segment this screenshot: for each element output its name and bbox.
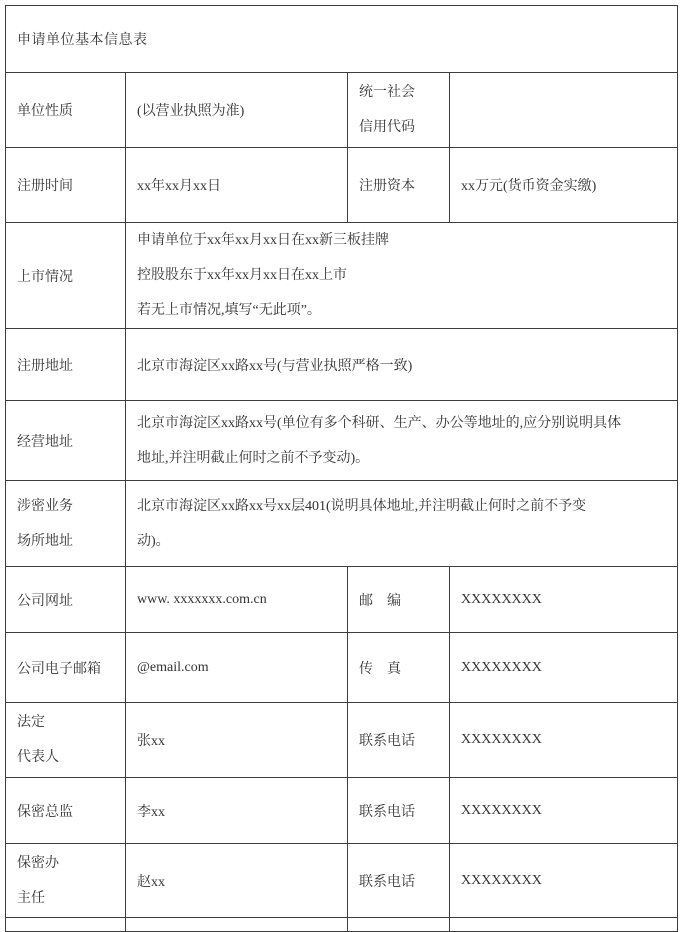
secret-addr-value [126, 481, 678, 567]
reg-time-value: xx年xx月xx日 [126, 148, 348, 223]
secrecy-office-head-label-line2: 主任 [17, 890, 45, 906]
fax-label: 传 真 [348, 633, 450, 703]
credit-code-value [450, 73, 678, 148]
listing-line1: 申请单位于xx年xx月xx日在xx新三板挂牌 [137, 233, 389, 248]
website-label: 公司网址 [6, 567, 126, 633]
secrecy-director-label: 保密总监 [6, 778, 126, 844]
reg-addr-value: 北京市海淀区xx路xx号(与营业执照严格一致) [126, 329, 678, 401]
stub-cell-4 [450, 918, 678, 932]
row-biz-addr [6, 401, 678, 481]
biz-addr-label: 经营地址 [6, 401, 126, 481]
legal-rep-label [6, 703, 126, 778]
legal-rep-value: 张xx [126, 703, 348, 778]
form-title: 申请单位基本信息表 [6, 6, 678, 73]
row-website [6, 567, 678, 633]
biz-addr-line1: 北京市海淀区xx路xx号(单位有多个科研、生产、办公等地址的,应分别说明具体 [137, 415, 622, 431]
listing-line3: 若无上市情况,填写“无此项”。 [137, 303, 321, 318]
secrecy-director-phone-value: XXXXXXXX [450, 778, 678, 844]
biz-addr-value [126, 401, 678, 481]
secrecy-office-head-label [6, 844, 126, 918]
credit-code-label-line2: 信用代码 [359, 120, 415, 135]
row-cutoff-stub [6, 918, 678, 932]
listing-line2: 控股股东于xx年xx月xx日在xx上市 [137, 268, 347, 283]
legal-rep-label-line1: 法定 [17, 715, 45, 730]
fax-value: XXXXXXXX [450, 633, 678, 703]
listing-value [126, 223, 678, 329]
unit-nature-label: 单位性质 [6, 73, 126, 148]
row-email [6, 633, 678, 703]
form-sheet [5, 5, 678, 932]
stub-cell-3 [348, 918, 450, 932]
title-row [6, 6, 678, 73]
stub-cell-2 [126, 918, 348, 932]
reg-capital-label: 注册资本 [348, 148, 450, 223]
postcode-value: XXXXXXXX [450, 567, 678, 633]
email-value: @email.com [126, 633, 348, 703]
listing-label: 上市情况 [6, 223, 126, 329]
legal-rep-label-line2: 代表人 [17, 750, 59, 765]
secrecy-office-head-phone-value: XXXXXXXX [450, 844, 678, 918]
row-unit-nature [6, 73, 678, 148]
secrecy-director-value: 李xx [126, 778, 348, 844]
reg-time-label: 注册时间 [6, 148, 126, 223]
reg-capital-value: xx万元(货币资金实缴) [450, 148, 678, 223]
postcode-label: 邮 编 [348, 567, 450, 633]
secrecy-office-head-label-line1: 保密办 [17, 855, 59, 871]
secrecy-office-head-value: 赵xx [126, 844, 348, 918]
secret-addr-line2: 动)。 [137, 533, 170, 549]
row-legal-rep [6, 703, 678, 778]
row-listing [6, 223, 678, 329]
row-secrecy-office-head [6, 844, 678, 918]
legal-rep-phone-label: 联系电话 [348, 703, 450, 778]
secret-addr-label-line1: 涉密业务 [17, 498, 73, 514]
row-reg-time [6, 148, 678, 223]
credit-code-label-line1: 统一社会 [359, 85, 415, 100]
stub-cell-1 [6, 918, 126, 932]
secret-addr-label-line2: 场所地址 [17, 533, 73, 549]
secret-addr-line1: 北京市海淀区xx路xx号xx层401(说明具体地址,并注明截止何时之前不予变 [137, 498, 587, 514]
secret-addr-label [6, 481, 126, 567]
secrecy-director-phone-label: 联系电话 [348, 778, 450, 844]
row-secrecy-director [6, 778, 678, 844]
row-secret-addr [6, 481, 678, 567]
basic-info-table [5, 5, 678, 932]
website-value: www. xxxxxxx.com.cn [126, 567, 348, 633]
biz-addr-line2: 地址,并注明截止何时之前不予变动)。 [137, 450, 370, 466]
credit-code-label [348, 73, 450, 148]
secrecy-office-head-phone-label: 联系电话 [348, 844, 450, 918]
legal-rep-phone-value: XXXXXXXX [450, 703, 678, 778]
email-label: 公司电子邮箱 [6, 633, 126, 703]
row-reg-addr [6, 329, 678, 401]
reg-addr-label: 注册地址 [6, 329, 126, 401]
unit-nature-value: (以营业执照为准) [126, 73, 348, 148]
